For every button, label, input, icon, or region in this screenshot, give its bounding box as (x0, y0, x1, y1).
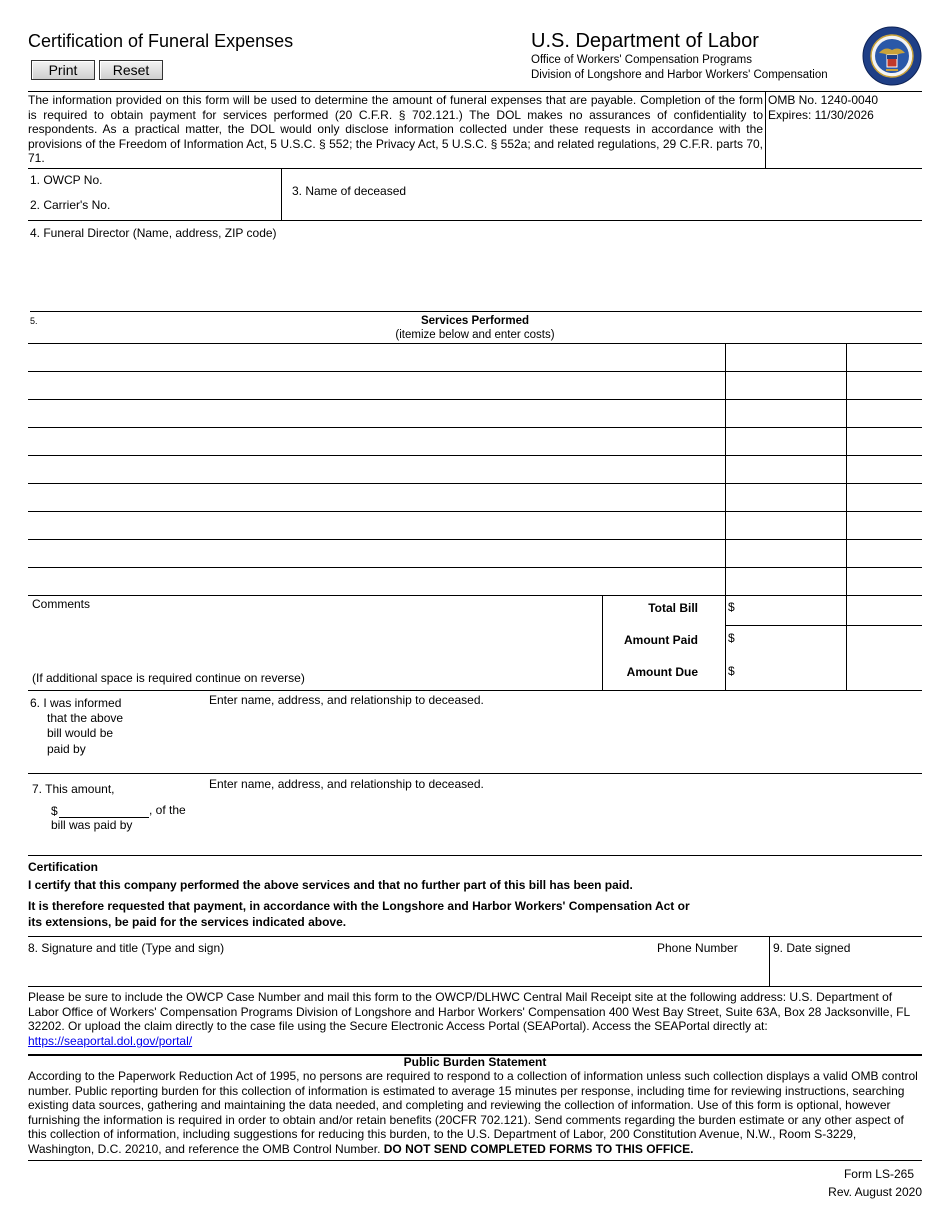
division-name: Division of Longshore and Harbor Workers' Compensation (531, 69, 828, 81)
service-cost-cents-input[interactable] (849, 514, 920, 536)
service-cost-cents-input[interactable] (849, 570, 920, 592)
amount-due-input[interactable] (738, 662, 844, 682)
item7-dollar: $ (51, 804, 58, 818)
intro-text: The information provided on this form will be used to determine the amount of funeral expenses that are payable. Completion of the form is required to obtain payment for services performed (20 C.F.R. § 702.121.) The DOL makes no assurances of confidentiality to respondents. As a practical matter, the DOL would only disclose information collected under these requests in accordance with the provisions of the Freedom of Information Act, 5 U.S.C. § 552; the Privacy Act, 5 U.S.C. § 552a; and related regulations, 29 C.F.R. parts 70, 71. (28, 93, 763, 166)
certification-heading: Certification (28, 860, 99, 874)
phone-label: Phone Number (657, 941, 738, 955)
service-cost-input[interactable] (728, 402, 843, 424)
service-description-input[interactable] (30, 402, 722, 424)
comments-label: Comments (32, 597, 91, 611)
service-row-divider (28, 427, 922, 428)
item7-payer-input[interactable] (207, 794, 920, 852)
item6-label-line2: that the above (47, 711, 124, 725)
certification-statement: I certify that this company performed the above services and that no further part of this bill has been paid. (28, 878, 633, 892)
service-row-divider (28, 539, 922, 540)
omb-number: OMB No. 1240-0040 (768, 93, 879, 107)
services-subtitle: (itemize below and enter costs) (395, 329, 555, 341)
item6-label-line4: paid by (47, 742, 86, 756)
service-cost-cents-input[interactable] (849, 374, 920, 396)
service-description-input[interactable] (30, 346, 722, 368)
amount-paid-dollar: $ (728, 631, 735, 645)
service-description-input[interactable] (30, 570, 722, 592)
comments-input[interactable] (30, 614, 598, 668)
burden-title: Public Burden Statement (403, 1055, 547, 1069)
item6-label-line1: 6. I was informed (30, 696, 122, 710)
service-cost-input[interactable] (728, 458, 843, 480)
service-cost-cents-input[interactable] (849, 430, 920, 452)
owcp-no-label: 1. OWCP No. (30, 173, 103, 187)
burden-warning: DO NOT SEND COMPLETED FORMS TO THIS OFFICE. (383, 1141, 694, 1156)
service-description-input[interactable] (30, 514, 722, 536)
form-title: Certification of Funeral Expenses (28, 31, 294, 51)
item6-label-line3: bill would be (47, 726, 114, 740)
service-cost-cents-input[interactable] (849, 402, 920, 424)
service-cost-input[interactable] (728, 514, 843, 536)
total-bill-input[interactable] (738, 599, 844, 619)
item6-hint: Enter name, address, and relationship to deceased. (209, 693, 484, 707)
certification-request-line1: It is therefore requested that payment, in accordance with the Longshore and Harbor Workers' Compensation Act or (28, 899, 690, 913)
carrier-no-input[interactable] (120, 197, 278, 215)
services-title: Services Performed (420, 315, 530, 327)
signature-input[interactable] (28, 958, 648, 984)
service-cost-input[interactable] (728, 570, 843, 592)
item7-label-line3: bill was paid by (51, 818, 133, 832)
deceased-name-input[interactable] (420, 183, 920, 201)
item7-amount-input[interactable] (59, 801, 149, 818)
services-number: 5. (30, 316, 38, 326)
service-row-divider (28, 371, 922, 372)
service-row-divider (28, 483, 922, 484)
total-bill-dollar: $ (728, 600, 735, 614)
revision-date: Rev. August 2020 (828, 1185, 922, 1199)
mail-instructions: Please be sure to include the OWCP Case Number and mail this form to the OWCP/DLHWC Central Mail Receipt site at the following address: U.S. Department of Labor Office of Workers' Compensation Programs Division of Longshore and Harbor Workers' Compensation 400 West Bay Street, Suite 63A, Box 28 Jacksonville, FL 32202. Or upload the claim directly to the case file using the Secure Electronic Access Portal (SEAPortal). Access the SEAPortal directly at: (28, 990, 910, 1034)
agency-name: U.S. Department of Labor (531, 30, 759, 52)
service-cost-input[interactable] (728, 430, 843, 452)
item7-hint: Enter name, address, and relationship to deceased. (209, 777, 484, 791)
date-signed-label: 9. Date signed (773, 941, 851, 955)
amount-paid-cents-input[interactable] (848, 630, 920, 650)
service-description-input[interactable] (30, 542, 722, 564)
service-description-input[interactable] (30, 430, 722, 452)
carrier-no-label: 2. Carrier's No. (30, 198, 111, 212)
phone-input[interactable] (655, 958, 767, 984)
deceased-name-label: 3. Name of deceased (292, 184, 407, 198)
service-row-divider (28, 511, 922, 512)
certification-request-line2: its extensions, be paid for the services indicated above. (28, 915, 347, 929)
amount-paid-label: Amount Paid (624, 633, 698, 647)
seaportal-link[interactable]: https://seaportal.dol.gov/portal/ (28, 1034, 193, 1048)
amount-due-cents-input[interactable] (848, 662, 920, 682)
service-description-input[interactable] (30, 374, 722, 396)
funeral-director-input[interactable] (30, 244, 920, 308)
item7-label-line1: 7. This amount, (32, 782, 115, 796)
service-row-divider (28, 567, 922, 568)
omb-expiration: Expires: 11/30/2026 (768, 108, 874, 122)
service-row-divider (28, 399, 922, 400)
owcp-no-input[interactable] (110, 172, 278, 190)
signature-label: 8. Signature and title (Type and sign) (28, 941, 225, 955)
burden-body: According to the Paperwork Reduction Act of 1995, no persons are required to respond to a collection of information unless such collection displays a valid OMB control number. Public reporting burden for this collection of information is estimated to average 15 minutes per response, including time for reviewing instructions, searching existing data sources, gathering and maintaining the data needed, and completing and reviewing the collection of information. Use of this form is optional, however furnishing the information is required in order to obtain and/or retain benefits (20CFR 702.121). Send comments regarding the burden estimate or any other aspect of this collection of information, including suggestions for reducing this burden, to the U.S. Department of Labor, 200 Constitution Avenue, N.W., Room S-3229, Washington, D.C. 20210, and reference the OMB Control Number. (28, 1069, 918, 1156)
item6-payer-input[interactable] (207, 710, 920, 770)
service-cost-cents-input[interactable] (849, 458, 920, 480)
print-button[interactable]: Print (31, 60, 95, 80)
burden-text (28, 1069, 922, 1157)
additional-space-note: (If additional space is required continue on reverse) (32, 671, 305, 685)
amount-due-label: Amount Due (626, 665, 698, 679)
service-cost-cents-input[interactable] (849, 346, 920, 368)
service-cost-input[interactable] (728, 542, 843, 564)
service-cost-cents-input[interactable] (849, 542, 920, 564)
service-description-input[interactable] (30, 458, 722, 480)
service-description-input[interactable] (30, 486, 722, 508)
service-cost-input[interactable] (728, 374, 843, 396)
service-cost-cents-input[interactable] (849, 486, 920, 508)
service-row-divider (28, 455, 922, 456)
item7-of-the: , of the (149, 803, 186, 817)
total-bill-cents-input[interactable] (848, 599, 920, 619)
total-bill-label: Total Bill (648, 601, 698, 615)
dol-seal-icon (862, 26, 922, 86)
reset-button[interactable]: Reset (99, 60, 163, 80)
amount-due-dollar: $ (728, 664, 735, 678)
service-cost-input[interactable] (728, 346, 843, 368)
date-signed-input[interactable] (772, 958, 920, 984)
amount-paid-input[interactable] (738, 630, 844, 650)
service-cost-input[interactable] (728, 486, 843, 508)
funeral-director-label: 4. Funeral Director (Name, address, ZIP code) (30, 226, 277, 240)
form-number: Form LS-265 (843, 1167, 914, 1181)
office-name: Office of Workers' Compensation Programs (531, 54, 752, 66)
